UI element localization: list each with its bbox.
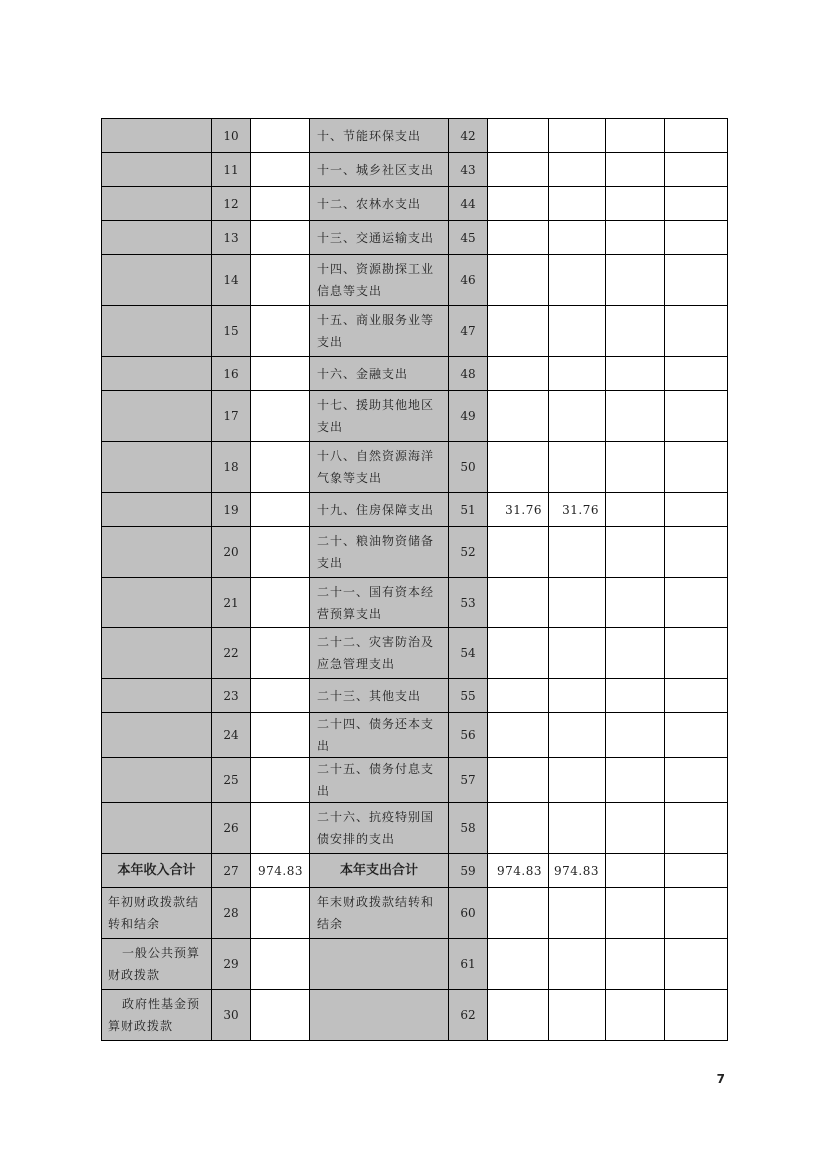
amount-col-4 (665, 854, 728, 888)
left-label-text: 一般公共预算财政拨款 (108, 946, 201, 982)
table-row (102, 119, 728, 153)
amount-col-1 (488, 119, 549, 153)
income-total-label: 本年收入合计 (102, 854, 212, 888)
table-row (102, 939, 728, 990)
left-amount-cell (251, 713, 310, 758)
right-label-cell: 十六、金融支出 (310, 357, 449, 391)
amount-col-3 (606, 153, 665, 187)
left-label-cell (102, 803, 212, 854)
right-label-cell: 十四、资源勘探工业信息等支出 (310, 255, 449, 306)
amount-col-1 (488, 221, 549, 255)
right-label-cell: 十二、农林水支出 (310, 187, 449, 221)
amount-col-4 (665, 221, 728, 255)
right-label-cell: 二十五、债务付息支出 (310, 758, 449, 803)
left-row-number: 24 (212, 713, 251, 758)
amount-col-4 (665, 255, 728, 306)
amount-col-1 (488, 990, 549, 1041)
left-label-cell (102, 990, 212, 1041)
left-label-cell (102, 119, 212, 153)
right-row-number: 51 (449, 493, 488, 527)
income-total-amount: 974.83 (251, 854, 310, 888)
table-row (102, 221, 728, 255)
right-row-number: 44 (449, 187, 488, 221)
right-row-number: 49 (449, 391, 488, 442)
left-amount-cell (251, 391, 310, 442)
left-amount-cell (251, 578, 310, 628)
amount-col-2 (549, 578, 606, 628)
amount-col-2 (549, 221, 606, 255)
amount-col-1 (488, 578, 549, 628)
right-row-number: 50 (449, 442, 488, 493)
right-row-number: 52 (449, 527, 488, 578)
table-row (102, 990, 728, 1041)
amount-col-4 (665, 187, 728, 221)
right-row-number: 54 (449, 628, 488, 679)
right-label-cell (310, 990, 449, 1041)
right-row-number: 55 (449, 679, 488, 713)
left-label-cell (102, 578, 212, 628)
amount-col-1 (488, 888, 549, 939)
right-row-number: 57 (449, 758, 488, 803)
right-label-cell: 十、节能环保支出 (310, 119, 449, 153)
left-label-cell (102, 153, 212, 187)
amount-col-3 (606, 578, 665, 628)
left-label-cell (102, 493, 212, 527)
left-row-number: 27 (212, 854, 251, 888)
left-label-cell (102, 939, 212, 990)
right-label-cell: 年末财政拨款结转和结余 (310, 888, 449, 939)
left-amount-cell (251, 990, 310, 1041)
left-label-cell (102, 255, 212, 306)
right-row-number: 59 (449, 854, 488, 888)
right-row-number: 43 (449, 153, 488, 187)
amount-col-1 (488, 187, 549, 221)
table-row (102, 442, 728, 493)
amount-col-4 (665, 679, 728, 713)
right-label-cell: 二十一、国有资本经营预算支出 (310, 578, 449, 628)
left-label-cell (102, 758, 212, 803)
left-row-number: 29 (212, 939, 251, 990)
amount-col-3 (606, 493, 665, 527)
amount-col-4 (665, 628, 728, 679)
amount-col-3 (606, 628, 665, 679)
table-row (102, 527, 728, 578)
amount-col-2 (549, 679, 606, 713)
amount-col-1 (488, 306, 549, 357)
table-row (102, 493, 728, 527)
left-row-number: 15 (212, 306, 251, 357)
left-amount-cell (251, 153, 310, 187)
left-row-number: 26 (212, 803, 251, 854)
amount-col-1 (488, 391, 549, 442)
left-amount-cell (251, 628, 310, 679)
amount-col-3 (606, 357, 665, 391)
amount-col-4 (665, 306, 728, 357)
left-amount-cell (251, 493, 310, 527)
amount-col-3 (606, 391, 665, 442)
right-row-number: 56 (449, 713, 488, 758)
amount-col-2 (549, 713, 606, 758)
amount-col-2 (549, 357, 606, 391)
left-row-number: 17 (212, 391, 251, 442)
amount-col-3 (606, 854, 665, 888)
amount-col-1: 31.76 (488, 493, 549, 527)
amount-col-2 (549, 119, 606, 153)
left-row-number: 22 (212, 628, 251, 679)
left-row-number: 21 (212, 578, 251, 628)
amount-col-2: 974.83 (549, 854, 606, 888)
amount-col-3 (606, 527, 665, 578)
amount-col-3 (606, 679, 665, 713)
right-label-cell (310, 939, 449, 990)
amount-col-1 (488, 679, 549, 713)
amount-col-3 (606, 306, 665, 357)
amount-col-1 (488, 153, 549, 187)
left-row-number: 18 (212, 442, 251, 493)
amount-col-2 (549, 442, 606, 493)
amount-col-2 (549, 888, 606, 939)
amount-col-2: 31.76 (549, 493, 606, 527)
table-row (102, 153, 728, 187)
amount-col-1 (488, 442, 549, 493)
right-row-number: 45 (449, 221, 488, 255)
table-row (102, 391, 728, 442)
amount-col-3 (606, 221, 665, 255)
right-label-cell: 十一、城乡社区支出 (310, 153, 449, 187)
amount-col-1 (488, 628, 549, 679)
left-row-number: 30 (212, 990, 251, 1041)
left-amount-cell (251, 888, 310, 939)
amount-col-3 (606, 713, 665, 758)
amount-col-2 (549, 527, 606, 578)
amount-col-4 (665, 713, 728, 758)
right-label-cell: 二十四、债务还本支出 (310, 713, 449, 758)
left-amount-cell (251, 803, 310, 854)
left-amount-cell (251, 221, 310, 255)
amount-col-4 (665, 803, 728, 854)
left-label-cell (102, 187, 212, 221)
amount-col-3 (606, 119, 665, 153)
right-label-cell: 二十、粮油物资储备支出 (310, 527, 449, 578)
right-label-cell: 二十二、灾害防治及应急管理支出 (310, 628, 449, 679)
right-row-number: 47 (449, 306, 488, 357)
amount-col-1 (488, 803, 549, 854)
amount-col-3 (606, 803, 665, 854)
amount-col-3 (606, 187, 665, 221)
amount-col-2 (549, 391, 606, 442)
table-row (102, 758, 728, 803)
table-row (102, 255, 728, 306)
amount-col-3 (606, 758, 665, 803)
left-label-cell (102, 306, 212, 357)
amount-col-2 (549, 758, 606, 803)
left-label-cell (102, 442, 212, 493)
left-row-number: 12 (212, 187, 251, 221)
table-row (102, 357, 728, 391)
income-expenditure-table (101, 118, 728, 1041)
right-row-number: 62 (449, 990, 488, 1041)
amount-col-2 (549, 187, 606, 221)
left-row-number: 28 (212, 888, 251, 939)
left-label-cell (102, 527, 212, 578)
right-row-number: 42 (449, 119, 488, 153)
amount-col-2 (549, 306, 606, 357)
right-row-number: 53 (449, 578, 488, 628)
amount-col-4 (665, 391, 728, 442)
amount-col-1 (488, 357, 549, 391)
right-row-number: 61 (449, 939, 488, 990)
amount-col-4 (665, 990, 728, 1041)
amount-col-4 (665, 153, 728, 187)
amount-col-1 (488, 527, 549, 578)
left-row-number: 16 (212, 357, 251, 391)
left-amount-cell (251, 442, 310, 493)
right-label-cell: 二十三、其他支出 (310, 679, 449, 713)
table-row (102, 187, 728, 221)
amount-col-2 (549, 255, 606, 306)
right-label-cell: 十九、住房保障支出 (310, 493, 449, 527)
amount-col-4 (665, 493, 728, 527)
left-label-cell: 年初财政拨款结转和结余 (102, 888, 212, 939)
left-amount-cell (251, 119, 310, 153)
amount-col-1 (488, 255, 549, 306)
table-row (102, 306, 728, 357)
expenditure-total-label: 本年支出合计 (310, 854, 449, 888)
left-row-number: 14 (212, 255, 251, 306)
right-row-number: 58 (449, 803, 488, 854)
left-label-cell (102, 391, 212, 442)
left-row-number: 11 (212, 153, 251, 187)
amount-col-2 (549, 628, 606, 679)
right-label-cell: 二十六、抗疫特别国债安排的支出 (310, 803, 449, 854)
left-amount-cell (251, 187, 310, 221)
left-row-number: 10 (212, 119, 251, 153)
right-row-number: 60 (449, 888, 488, 939)
amount-col-3 (606, 255, 665, 306)
amount-col-4 (665, 578, 728, 628)
right-label-cell: 十八、自然资源海洋气象等支出 (310, 442, 449, 493)
right-row-number: 46 (449, 255, 488, 306)
amount-col-4 (665, 527, 728, 578)
left-label-cell (102, 628, 212, 679)
left-row-number: 19 (212, 493, 251, 527)
amount-col-4 (665, 939, 728, 990)
right-label-cell: 十五、商业服务业等支出 (310, 306, 449, 357)
amount-col-2 (549, 990, 606, 1041)
amount-col-4 (665, 888, 728, 939)
amount-col-1 (488, 939, 549, 990)
table-row (102, 803, 728, 854)
left-label-cell (102, 221, 212, 255)
left-row-number: 13 (212, 221, 251, 255)
left-amount-cell (251, 357, 310, 391)
budget-table (101, 118, 728, 1041)
table-row (102, 628, 728, 679)
left-label-text: 政府性基金预算财政拨款 (108, 997, 201, 1033)
table-row-total (102, 854, 728, 888)
amount-col-3 (606, 888, 665, 939)
amount-col-2 (549, 803, 606, 854)
amount-col-3 (606, 939, 665, 990)
amount-col-3 (606, 990, 665, 1041)
right-label-cell: 十三、交通运输支出 (310, 221, 449, 255)
left-label-cell (102, 679, 212, 713)
amount-col-4 (665, 357, 728, 391)
left-amount-cell (251, 527, 310, 578)
left-amount-cell (251, 758, 310, 803)
left-amount-cell (251, 939, 310, 990)
left-row-number: 20 (212, 527, 251, 578)
left-row-number: 23 (212, 679, 251, 713)
amount-col-4 (665, 119, 728, 153)
right-row-number: 48 (449, 357, 488, 391)
table-row (102, 713, 728, 758)
left-row-number: 25 (212, 758, 251, 803)
table-row (102, 888, 728, 939)
left-label-cell (102, 713, 212, 758)
amount-col-1: 974.83 (488, 854, 549, 888)
page-number: 7 (716, 1072, 725, 1086)
table-row (102, 578, 728, 628)
amount-col-2 (549, 939, 606, 990)
table-row (102, 679, 728, 713)
left-amount-cell (251, 679, 310, 713)
amount-col-2 (549, 153, 606, 187)
right-label-cell: 十七、援助其他地区支出 (310, 391, 449, 442)
amount-col-3 (606, 442, 665, 493)
amount-col-4 (665, 442, 728, 493)
left-amount-cell (251, 255, 310, 306)
amount-col-1 (488, 758, 549, 803)
amount-col-4 (665, 758, 728, 803)
left-label-cell (102, 357, 212, 391)
amount-col-1 (488, 713, 549, 758)
left-amount-cell (251, 306, 310, 357)
